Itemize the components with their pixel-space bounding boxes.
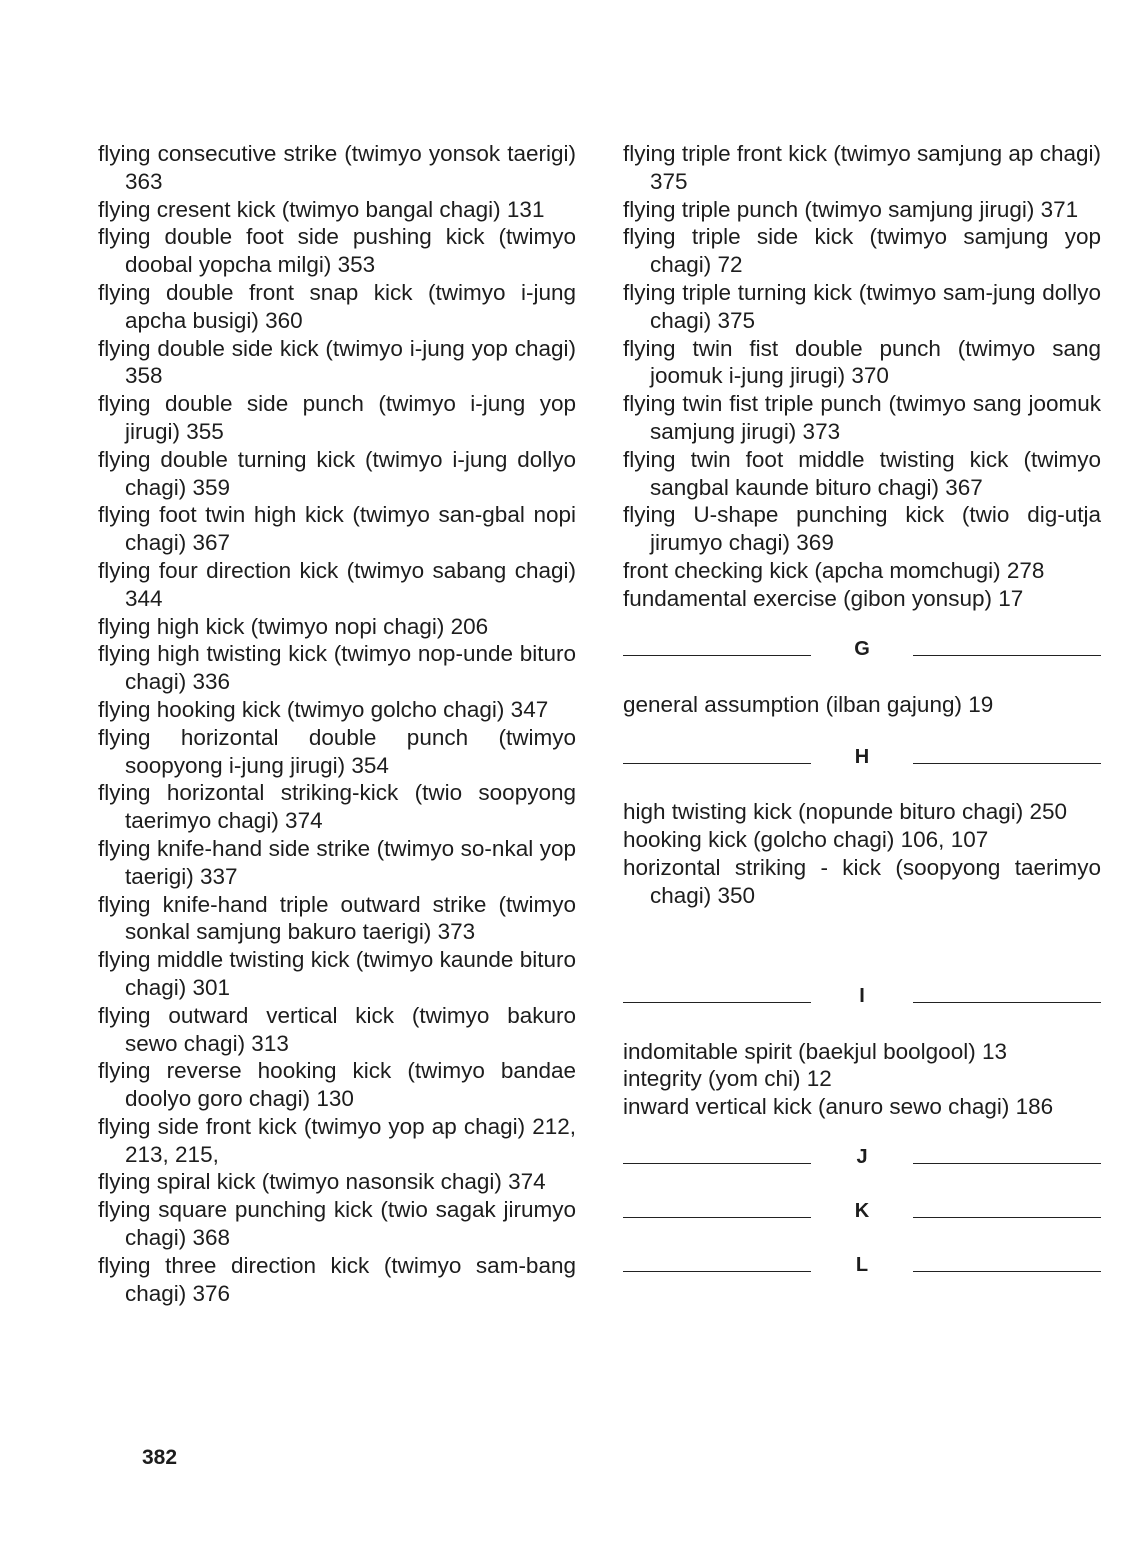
index-entry: integrity (yom chi) 12 — [623, 1066, 832, 1092]
index-entry: flying double front snap kick (twimyo i-jung apcha busigi) 360 — [98, 279, 576, 333]
index-entry: high twisting kick (nopunde bituro chagi) 250 — [623, 799, 1068, 825]
index-entry: flying reverse hooking kick (twimyo bandae doolyo goro chagi) 130 — [98, 1058, 576, 1112]
divider-rule — [913, 655, 1101, 656]
index-entry: flying four direction kick (twimyo sabang chagi) 344 — [98, 557, 576, 611]
index-entry: horizontal striking - kick (soopyong taerimyo chagi) 350 — [623, 854, 1101, 908]
divider-rule — [913, 1163, 1101, 1164]
index-entry: flying double turning kick (twimyo i-jung dollyo chagi) 359 — [98, 446, 576, 500]
divider-rule — [623, 1217, 811, 1218]
index-entry: indomitable spirit (baekjul boolgool) 13 — [623, 1038, 1007, 1064]
index-entry: flying triple side kick (twimyo samjung yop chagi) 72 — [623, 224, 1101, 278]
divider-rule — [623, 1163, 811, 1164]
section-divider-g — [623, 635, 1101, 665]
index-entry: flying three direction kick (twimyo sam-bang chagi) 376 — [98, 1252, 576, 1306]
index-entry: flying double side punch (twimyo i-jung yop jirugi) 355 — [98, 391, 576, 444]
section-letter: L — [855, 1254, 869, 1277]
index-entry: general assumption (ilban gajung) 19 — [623, 691, 994, 717]
divider-rule — [913, 1217, 1101, 1218]
index-entry: flying horizontal striking-kick (twio soopyong taerimyo chagi) 374 — [98, 780, 576, 834]
divider-rule — [623, 763, 811, 764]
index-entry: flying high twisting kick (twimyo nop-unde bituro chagi) 336 — [98, 641, 576, 695]
index-entry: flying middle twisting kick (twimyo kaunde bituro chagi) 301 — [98, 947, 576, 1000]
index-entry: flying double side kick (twimyo i-jung yop chagi) 358 — [98, 335, 576, 389]
divider-rule — [623, 655, 811, 656]
index-entry: flying triple turning kick (twimyo sam-jung dollyo chagi) 375 — [623, 279, 1101, 333]
section-divider-k — [623, 1197, 1101, 1227]
section-letter: I — [859, 985, 865, 1008]
index-entry: flying U-shape punching kick (twio dig-utja jirumyo chagi) 369 — [623, 502, 1101, 556]
divider-rule — [913, 1002, 1101, 1003]
index-entry: flying triple front kick (twimyo samjung ap chagi) 375 — [623, 141, 1101, 194]
divider-rule — [913, 763, 1101, 764]
index-entry: flying spiral kick (twimyo nasonsik chagi) 374 — [98, 1169, 546, 1195]
section-divider-l — [623, 1251, 1101, 1281]
section-divider-j — [623, 1143, 1101, 1173]
page-number: 382 — [142, 1446, 178, 1469]
index-entry: flying double foot side pushing kick (twimyo doobal yopcha milgi) 353 — [98, 224, 576, 278]
index-entry: flying twin fist double punch (twimyo sang joomuk i-jung jirugi) 370 — [623, 335, 1101, 389]
section-letter: H — [854, 745, 870, 768]
index-entry: flying foot twin high kick (twimyo san-gbal nopi chagi) 367 — [98, 502, 576, 556]
index-entry: flying twin fist triple punch (twimyo sang joomuk samjung jirugi) 373 — [623, 391, 1101, 444]
index-entry: flying knife-hand side strike (twimyo so-nkal yop taerigi) 337 — [98, 835, 576, 889]
index-entry: flying twin foot middle twisting kick (twimyo sangbal kaunde bituro chagi) 367 — [623, 446, 1101, 500]
section-divider-i — [623, 982, 1101, 1012]
index-entry: flying triple punch (twimyo samjung jirugi) 371 — [623, 196, 1079, 222]
section-letter: G — [854, 638, 870, 661]
index-column-right — [623, 140, 1101, 1281]
index-entry: flying consecutive strike (twimyo yonsok taerigi) 363 — [98, 141, 576, 194]
index-column-left — [98, 140, 576, 1307]
index-entry: flying high kick (twimyo nopi chagi) 206 — [98, 613, 489, 639]
index-entry: fundamental exercise (gibon yonsup) 17 — [623, 585, 1024, 611]
index-entry: flying side front kick (twimyo yop ap chagi) 212, 213, 215, — [98, 1113, 576, 1167]
section-letter: J — [856, 1146, 868, 1169]
index-entry: flying horizontal double punch (twimyo soopyong i-jung jirugi) 354 — [98, 724, 576, 778]
divider-rule — [623, 1271, 811, 1272]
index-entry: front checking kick (apcha momchugi) 278 — [623, 557, 1045, 583]
divider-rule — [913, 1271, 1101, 1272]
section-divider-h — [623, 742, 1101, 772]
index-entry: hooking kick (golcho chagi) 106, 107 — [623, 827, 989, 853]
index-entry: flying square punching kick (twio sagak jirumyo chagi) 368 — [98, 1197, 576, 1251]
section-letter: K — [854, 1200, 870, 1223]
index-entry: flying hooking kick (twimyo golcho chagi) 347 — [98, 696, 549, 722]
index-entry: flying cresent kick (twimyo bangal chagi) 131 — [98, 196, 545, 222]
index-entry: flying knife-hand triple outward strike (twimyo sonkal samjung bakuro taerigi) 373 — [98, 891, 576, 945]
index-entry: inward vertical kick (anuro sewo chagi) 186 — [623, 1094, 1054, 1120]
index-entry: flying outward vertical kick (twimyo bakuro sewo chagi) 313 — [98, 1002, 576, 1056]
divider-rule — [623, 1002, 811, 1003]
